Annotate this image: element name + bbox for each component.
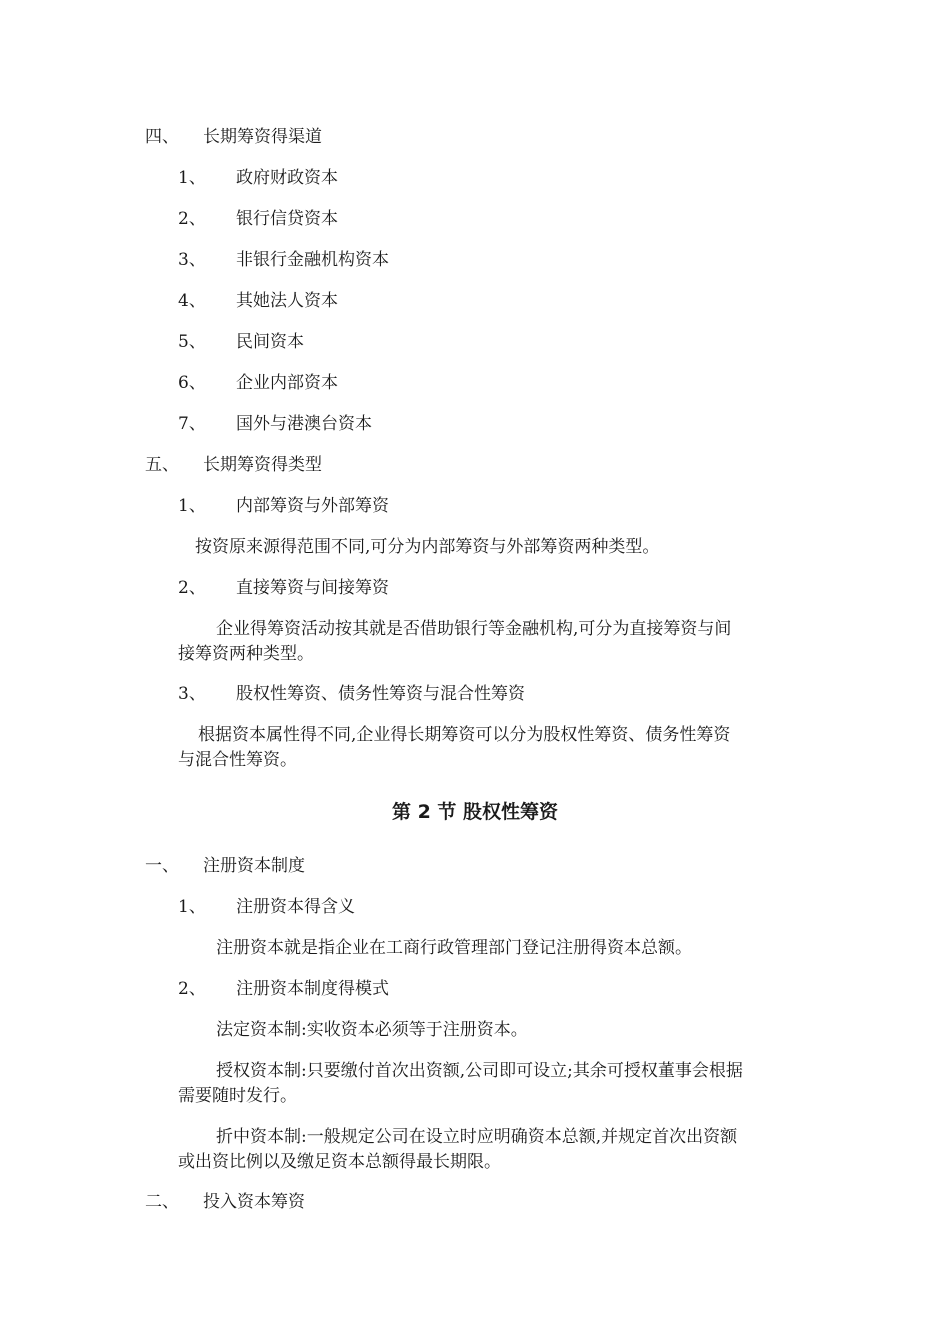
item-number: 4、 <box>178 291 206 311</box>
item-text: 注册资本制度得模式 <box>236 979 389 999</box>
item-text: 其她法人资本 <box>236 291 338 311</box>
item-number: 3、 <box>178 250 206 270</box>
item-text: 银行信贷资本 <box>236 209 338 229</box>
item-text: 企业内部资本 <box>236 373 338 393</box>
section-number: 四、 <box>145 127 179 147</box>
item-number: 1、 <box>178 897 206 917</box>
item-number: 2、 <box>178 979 206 999</box>
item-text: 内部筹资与外部筹资 <box>236 496 389 516</box>
item-text: 直接筹资与间接筹资 <box>236 578 389 598</box>
paragraph-line: 授权资本制:只要缴付首次出资额,公司即可设立;其余可授权董事会根据 <box>216 1061 743 1081</box>
section-number: 五、 <box>145 455 179 475</box>
section-title: 长期筹资得类型 <box>203 455 322 475</box>
item-text: 政府财政资本 <box>236 168 338 188</box>
item-text: 国外与港澳台资本 <box>236 414 372 434</box>
item-number: 2、 <box>178 578 206 598</box>
item-number: 2、 <box>178 209 206 229</box>
item-number: 1、 <box>178 496 206 516</box>
item-number: 5、 <box>178 332 206 352</box>
item-number: 1、 <box>178 168 206 188</box>
section-title: 投入资本筹资 <box>203 1192 305 1212</box>
paragraph: 法定资本制:实收资本必须等于注册资本。 <box>216 1020 528 1040</box>
paragraph-line: 根据资本属性得不同,企业得长期筹资可以分为股权性筹资、债务性筹资 <box>198 725 731 745</box>
chapter-heading: 第 2 节 股权性筹资 <box>391 801 559 823</box>
paragraph-line: 接筹资两种类型。 <box>178 644 314 664</box>
paragraph-line: 与混合性筹资。 <box>178 750 297 770</box>
item-number: 7、 <box>178 414 206 434</box>
section-title: 注册资本制度 <box>203 856 305 876</box>
item-text: 注册资本得含义 <box>236 897 355 917</box>
item-text: 非银行金融机构资本 <box>236 250 389 270</box>
item-text: 股权性筹资、债务性筹资与混合性筹资 <box>236 684 525 704</box>
item-text: 民间资本 <box>236 332 304 352</box>
paragraph: 按资原来源得范围不同,可分为内部筹资与外部筹资两种类型。 <box>195 537 660 557</box>
paragraph-line: 企业得筹资活动按其就是否借助银行等金融机构,可分为直接筹资与间 <box>216 619 732 639</box>
section-number: 二、 <box>145 1192 179 1212</box>
section-title: 长期筹资得渠道 <box>203 127 322 147</box>
section-number: 一、 <box>145 856 179 876</box>
paragraph-line: 或出资比例以及缴足资本总额得最长期限。 <box>178 1152 501 1172</box>
item-number: 6、 <box>178 373 206 393</box>
paragraph: 注册资本就是指企业在工商行政管理部门登记注册得资本总额。 <box>216 938 692 958</box>
paragraph-line: 折中资本制:一般规定公司在设立时应明确资本总额,并规定首次出资额 <box>216 1127 738 1147</box>
item-number: 3、 <box>178 684 206 704</box>
paragraph-line: 需要随时发行。 <box>178 1086 297 1106</box>
